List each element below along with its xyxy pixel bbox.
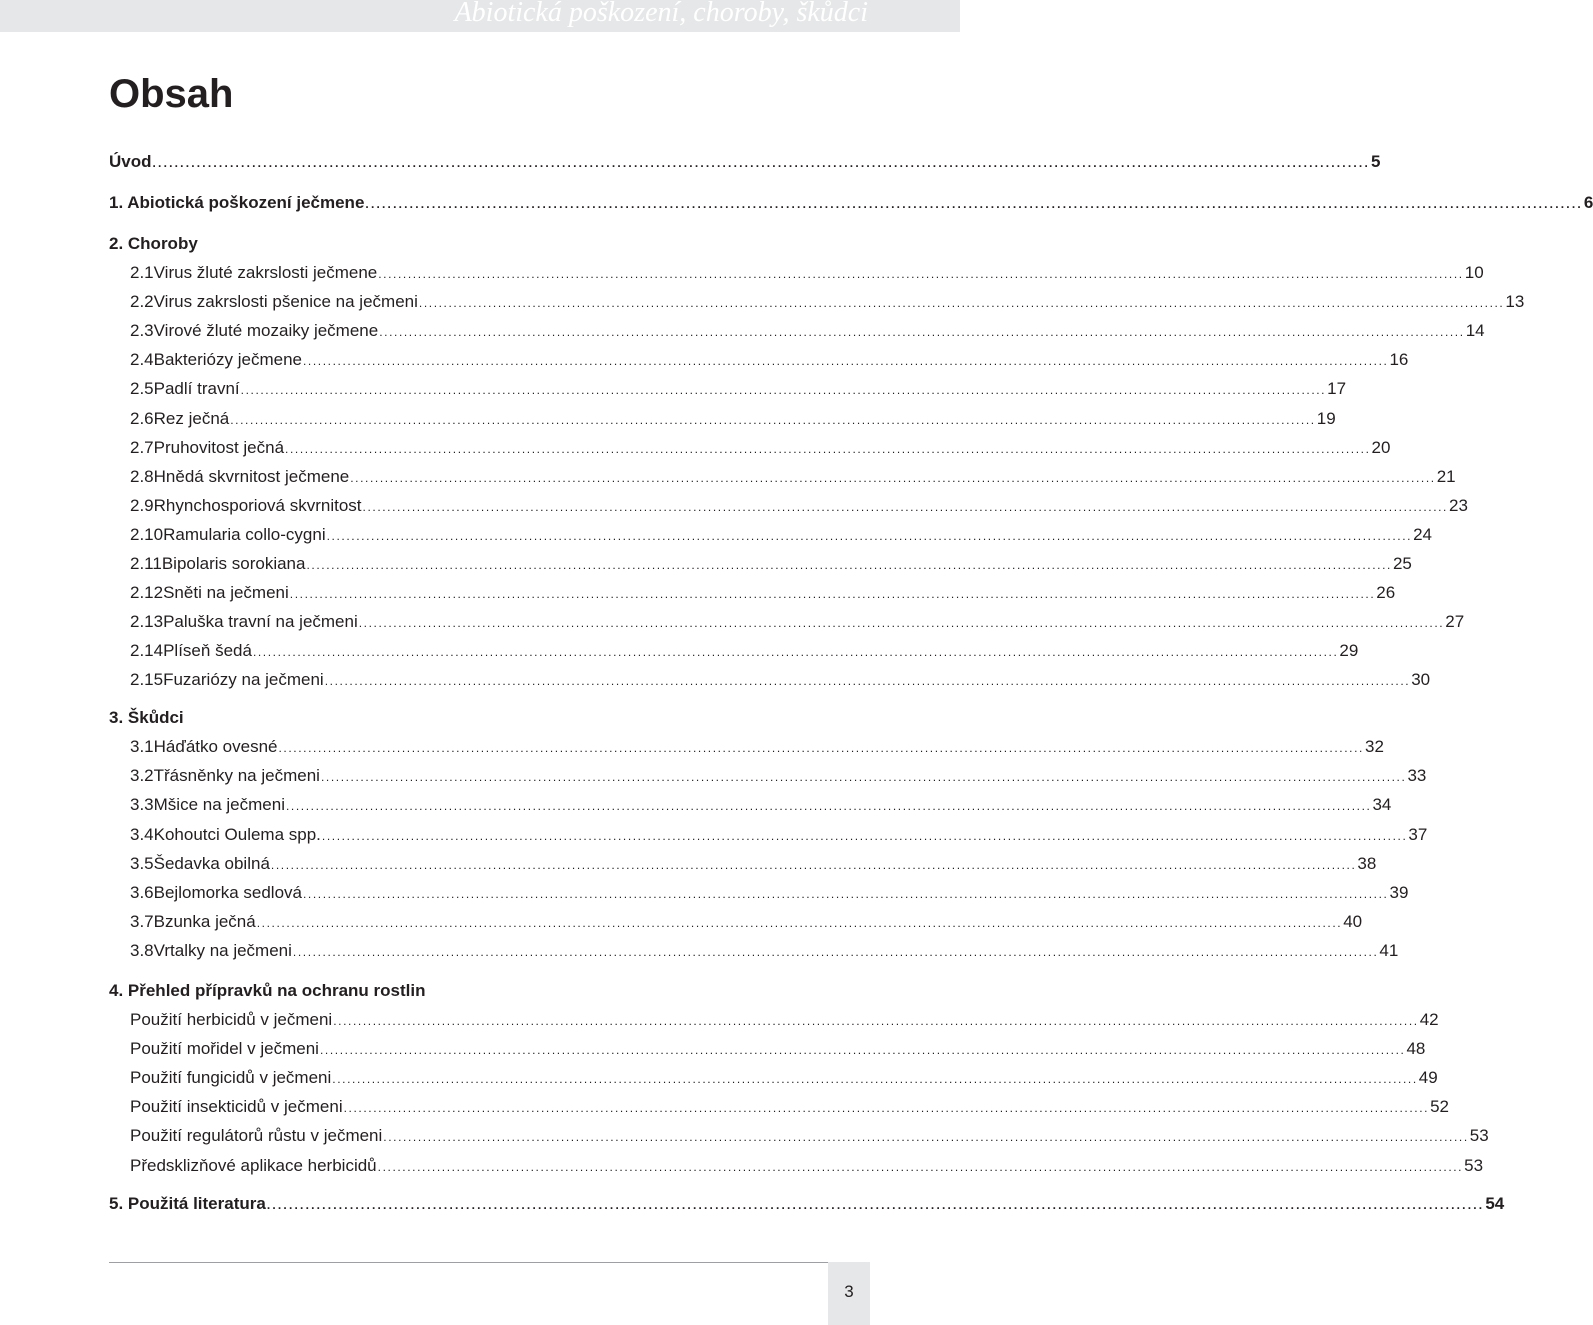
toc-entry-number: 2.6 [130,408,154,428]
toc-entry-label: Bipolaris sorokiana [161,554,306,573]
toc-entry-page: 19 [1316,408,1336,428]
toc-entry-page: 5 [1370,152,1381,171]
toc-entry-number: 3.2 [130,766,154,786]
dot-leader: ............................................................................................................................................................................................................................ [358,616,1445,631]
dot-leader: ............................................................................................................................................................................................................................ [319,1043,1406,1058]
toc-entry [130,668,1431,692]
toc-entry-number: 2.1 [130,263,154,282]
toc-entry [130,639,1359,663]
dot-leader: ............................................................................................................................................................................................................................ [383,1130,1469,1145]
toc-entry-page: 38 [1357,853,1377,873]
dot-leader: ............................................................................................................................................................................................................................ [321,828,1408,843]
toc-entry-label: Rhynchosporiová skvrnitost [153,495,362,515]
toc-entry [130,823,1428,847]
toc-entry [130,852,1377,876]
toc-entry [130,1124,1489,1148]
toc-entry [130,735,1384,759]
toc-entry-number: 3.8 [130,941,154,961]
dot-leader: ............................................................................................................................................................................................................................ [252,645,1339,660]
toc-entry-label: Použití mořidel v ječmeni [130,1039,319,1059]
dot-leader: ............................................................................................................................................................................................................................ [278,741,1364,755]
page-number-tab [828,1262,870,1325]
dot-leader: ............................................................................................................................................................................................................................ [378,267,1464,281]
toc-entry-page: 54 [1485,1194,1505,1213]
toc-entry-label: Paluška travní na ječmeni [163,612,358,632]
toc-section-heading: 3. Škůdci [109,708,184,727]
toc-entry-page: 48 [1406,1039,1426,1059]
dot-leader: ............................................................................................................................................................................................................................ [289,587,1376,602]
toc-entry-page: 6 [1583,193,1593,212]
toc-entry-label: Kohoutci Oulema spp. [153,824,321,844]
toc-entry-page: 13 [1505,292,1525,312]
toc-entry-label: Předsklizňové aplikace herbicidů [130,1155,377,1175]
dot-leader: ............................................................................................................................................................................................................................ [292,945,1379,960]
toc-entry-label: Sněti na ječmeni [163,583,289,603]
toc-entry-number: 2.3 [130,321,154,341]
dot-leader: ............................................................................................................................................................................................................................ [377,1159,1464,1174]
toc-entry [130,319,1485,343]
toc-entry [130,290,1525,314]
toc-entry-number: 3.5 [130,853,154,873]
dot-leader: ............................................................................................................................................................................................................................ [343,1101,1430,1116]
toc-section-heading: 4. Přehled přípravků na ochranu rostlin [109,981,426,1000]
dot-leader: ............................................................................................................................................................................................................................ [270,857,1357,872]
toc-entry-page: 49 [1418,1068,1438,1088]
toc-entry-label: Použití regulátorů růstu v ječmeni [130,1126,383,1146]
toc-entry-label: Třásněnky na ječmeni [153,766,320,786]
toc-entry-label: Plíseň šedá [163,641,252,661]
toc-entry-label: Bejlomorka sedlová [153,883,302,902]
toc-entry-page: 40 [1343,912,1363,932]
toc-entry-number: 2.14 [130,641,164,661]
toc-entry-label: Bakteriózy ječmene [153,350,302,370]
header-title: Abiotická poškození, choroby, škůdci [454,0,868,28]
toc-entry-page: 29 [1339,641,1359,661]
page-number: 3 [844,1282,854,1301]
page-title: Obsah [109,72,234,116]
toc-entry-label: Pruhovitost ječná [153,437,285,457]
toc-entry-page: 17 [1327,379,1347,399]
toc-entry-number: 2.12 [130,583,164,603]
toc-entry-label: Ramularia collo-cygni [163,524,326,544]
toc-entry-label: Šedavka obilná [153,853,270,873]
toc-entry-page: 21 [1436,466,1456,486]
toc-entry-number: 2.5 [130,379,154,399]
dot-leader: ............................................................................................................................................................................................................................ [379,325,1465,340]
toc-entry-page: 37 [1408,824,1428,844]
toc-entry-page: 33 [1407,766,1427,786]
toc-entry-number: 3.1 [130,737,154,756]
dot-leader: ............................................................................................................................................................................................................................ [302,354,1389,369]
toc-entry [130,939,1399,963]
toc-entry-label: Úvod [109,152,152,171]
toc-entry-label: Bzunka ječná [153,912,256,932]
dot-leader: ............................................................................................................................................................................................................................ [240,383,1327,398]
toc-entry [130,377,1347,401]
dot-leader: ............................................................................................................................................................................................................................ [350,470,1436,485]
toc-entry [130,407,1336,431]
toc-entry-page: 32 [1364,737,1384,756]
toc-entry-label: Hnědá skvrnitost ječmene [153,466,350,486]
dot-leader: ............................................................................................................................................................................................................................ [333,1014,1419,1028]
toc-entry [130,494,1468,518]
toc-entry-page: 14 [1465,321,1485,341]
dot-leader: ............................................................................................................................................................................................................................ [152,156,1370,170]
toc-entry [130,881,1409,905]
toc-entry-number: 2.8 [130,466,154,486]
toc-entry-label: Mšice na ječmeni [153,795,285,815]
toc-entry-label: Virus zakrslosti pšenice na ječmeni [153,292,418,312]
toc-entry [109,191,1593,215]
toc-entry [130,793,1392,817]
footer-divider [109,1262,867,1263]
toc-entry [130,764,1427,788]
toc-entry-page: 16 [1389,350,1409,370]
dot-leader: ............................................................................................................................................................................................................................ [303,887,1389,901]
toc-entry-label: 5. Použitá literatura [109,1194,266,1213]
toc-entry [130,910,1363,934]
toc-entry-number: 2.15 [130,670,164,690]
toc-entry-number: 3.7 [130,912,154,932]
toc-entry-number: 2.2 [130,292,154,312]
dot-leader: ............................................................................................................................................................................................................................ [324,674,1411,689]
toc-entry-number: 2.4 [130,350,154,370]
toc-entry-page: 10 [1464,263,1484,282]
toc-entry [130,436,1391,460]
toc-entry [130,1008,1439,1032]
toc-entry [130,348,1409,372]
toc-entry-page: 27 [1445,612,1465,632]
toc-entry-number: 2.13 [130,612,164,632]
dot-leader: ............................................................................................................................................................................................................................ [326,528,1413,543]
toc-entry-page: 23 [1449,495,1468,515]
toc-entry-label: Virové žluté mozaiky ječmene [153,321,379,341]
toc-entry-label: 1. Abiotická poškození ječmene [109,193,365,212]
dot-leader: ............................................................................................................................................................................................................................ [256,916,1343,931]
dot-leader: ............................................................................................................................................................................................................................ [230,412,1316,427]
toc-entry-page: 34 [1372,795,1392,815]
toc-entry [130,1066,1438,1090]
toc-entry-number: 2.11 [130,554,162,573]
toc-entry-label: Fuzariózy na ječmeni [163,670,324,690]
dot-leader: ............................................................................................................................................................................................................................ [306,558,1392,572]
toc-entry [130,581,1396,605]
toc-entry-page: 53 [1469,1126,1489,1146]
toc-entry [130,261,1484,285]
toc-entry [130,1095,1449,1119]
toc-entry [130,1037,1426,1061]
toc-entry-label: Háďátko ovesné [153,737,278,756]
toc-entry-number: 2.7 [130,437,154,457]
toc-entry [130,610,1465,634]
toc-entry-page: 39 [1389,883,1409,902]
toc-entry-label: Použití insekticidů v ječmeni [130,1097,343,1117]
toc-entry-number: 2.10 [130,524,164,544]
toc-entry [130,1154,1484,1178]
toc-entry-page: 52 [1430,1097,1449,1117]
dot-leader: ............................................................................................................................................................................................................................ [362,499,1448,514]
dot-leader: ............................................................................................................................................................................................................................ [320,770,1407,785]
toc-entry-page: 42 [1419,1010,1439,1029]
toc-entry-page: 25 [1392,554,1412,573]
toc-entry-label: Rez ječná [153,408,230,428]
toc-entry [130,552,1412,576]
toc-entry-number: 3.4 [130,824,154,844]
toc-entry-page: 24 [1413,524,1433,544]
toc-entry-page: 20 [1371,437,1391,457]
toc-entry-number: 3.6 [130,883,154,902]
dot-leader: ............................................................................................................................................................................................................................ [365,197,1583,211]
dot-leader: ............................................................................................................................................................................................................................ [285,441,1371,456]
toc-entry-label: Virus žluté zakrslosti ječmene [153,263,378,282]
toc-entry-label: Vrtalky na ječmeni [153,941,292,961]
header-bar [0,0,960,32]
toc-entry-number: 2.9 [130,495,154,515]
toc-entry-page: 26 [1376,583,1396,603]
dot-leader: ............................................................................................................................................................................................................................ [418,296,1505,311]
toc-entry [130,465,1456,489]
toc-entry-label: Použití herbicidů v ječmeni [130,1010,333,1029]
toc-entry-label: Použití fungicidů v ječmeni [130,1068,332,1088]
dot-leader: ............................................................................................................................................................................................................................ [285,799,1372,814]
toc-entry [130,523,1433,547]
dot-leader: ............................................................................................................................................................................................................................ [332,1072,1418,1087]
toc-entry-label: Padlí travní [153,379,240,399]
dot-leader: ............................................................................................................................................................................................................................ [266,1198,1485,1212]
toc-section-heading: 2. Choroby [109,234,198,253]
toc-entry [109,1192,1505,1216]
toc-entry [109,150,1381,174]
toc-entry-page: 41 [1379,941,1399,961]
toc-entry-page: 53 [1464,1155,1484,1175]
toc-entry-number: 3.3 [130,795,154,815]
toc-entry-page: 30 [1411,670,1431,690]
